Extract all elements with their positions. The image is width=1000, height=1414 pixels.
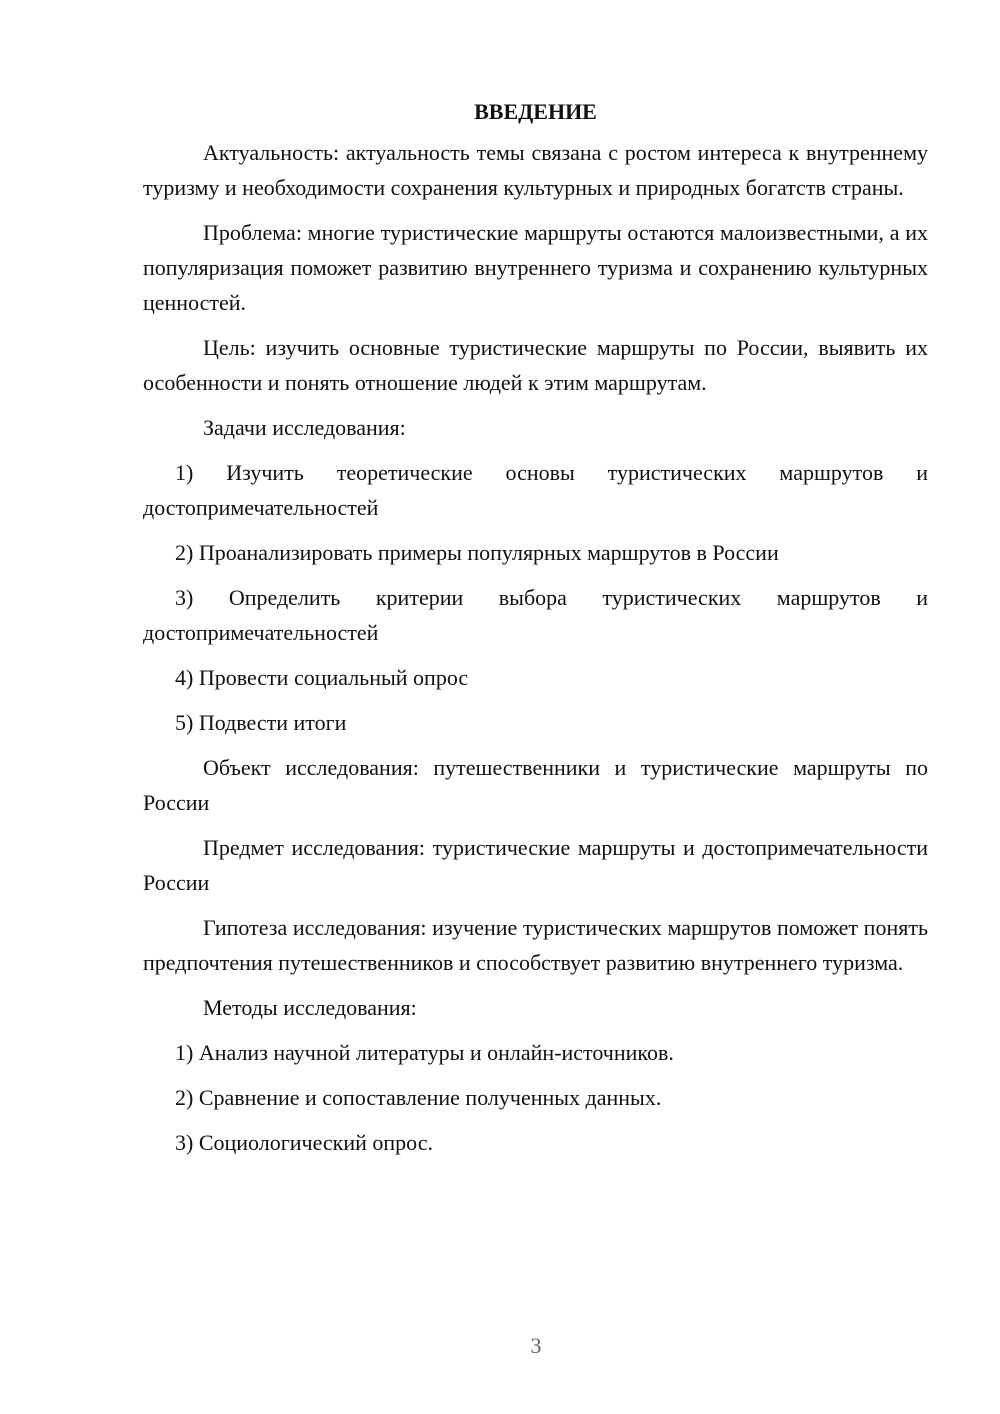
task-item-5: 5) Подвести итоги xyxy=(175,710,347,735)
task-item-3: 3) Определить критерии выбора туристических маршрутов и достопримечательностей xyxy=(143,585,928,645)
method-item-1: 1) Анализ научной литературы и онлайн-источников. xyxy=(175,1040,674,1065)
problem-paragraph: Проблема: многие туристические маршруты остаются малоизвестными, а их популяризация поможет развитию внутреннего туризма и сохранению культурных ценностей. xyxy=(143,220,928,315)
method-item-3: 3) Социологический опрос. xyxy=(175,1130,433,1155)
hypothesis-paragraph: Гипотеза исследования: изучение туристических маршрутов поможет понять предпочтения путешественников и способствует развитию внутреннего туризма. xyxy=(143,915,928,975)
task-item-1: 1) Изучить теоретические основы туристических маршрутов и достопримечательностей xyxy=(143,460,928,520)
page-number: 3 xyxy=(530,1333,542,1358)
relevance-paragraph: Актуальность: актуальность темы связана с ростом интереса к внутреннему туризму и необходимости сохранения культурных и природных богатств страны. xyxy=(143,140,928,200)
goal-paragraph: Цель: изучить основные туристические маршруты по России, выявить их особенности и понять отношение людей к этим маршрутам. xyxy=(143,335,928,395)
task-item-4: 4) Провести социальный опрос xyxy=(175,665,469,690)
tasks-heading: Задачи исследования: xyxy=(203,415,406,440)
object-paragraph: Объект исследования: путешественники и туристические маршруты по России xyxy=(143,755,928,815)
subject-paragraph: Предмет исследования: туристические маршруты и достопримечательности России xyxy=(143,835,928,895)
section-title: ВВЕДЕНИЕ xyxy=(474,99,597,124)
page-content xyxy=(143,97,928,1170)
task-item-2: 2) Проанализировать примеры популярных маршрутов в России xyxy=(175,540,779,565)
method-item-2: 2) Сравнение и сопоставление полученных данных. xyxy=(175,1085,662,1110)
methods-heading: Методы исследования: xyxy=(203,995,417,1020)
